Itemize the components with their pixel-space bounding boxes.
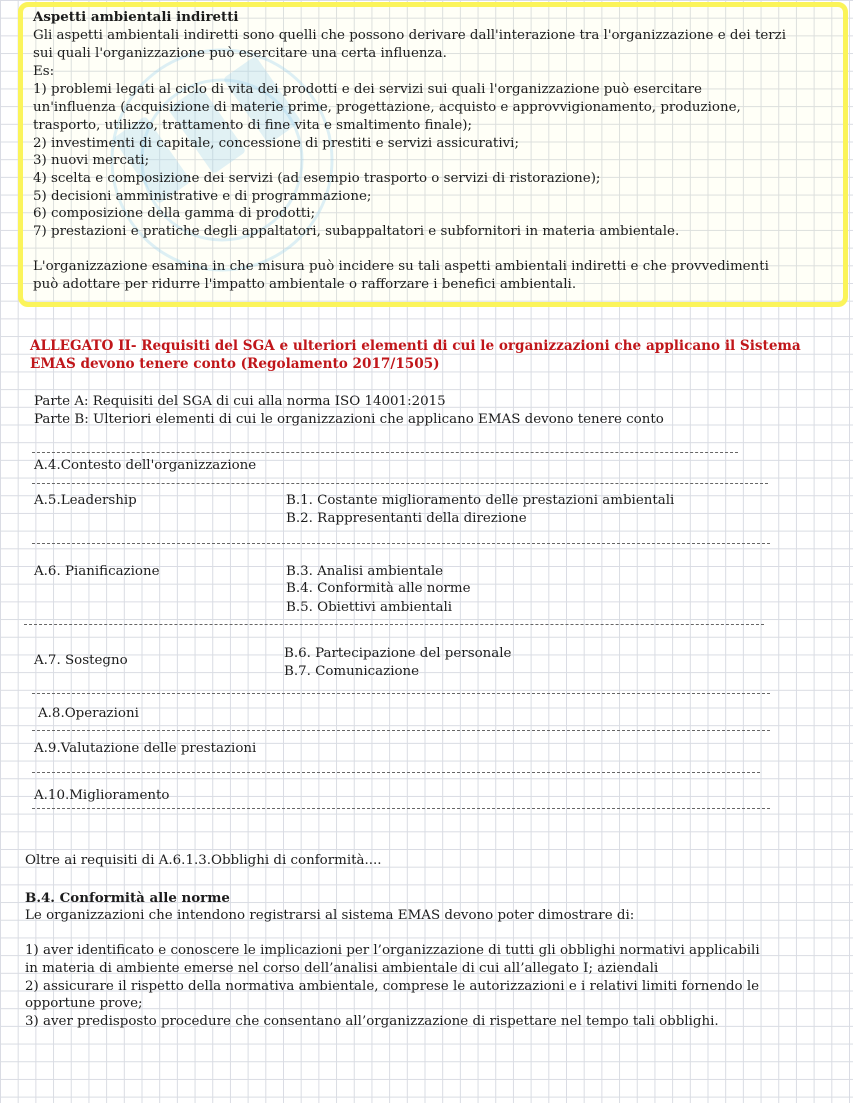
box-line: Gli aspetti ambientali indiretti sono quelli che possono derivare dall'interazione tra l'organizzazione e dei terzi: [33, 28, 787, 43]
box-line: 1) problemi legati al ciclo di vita dei prodotti e dei servizi sui quali l'organizzazione può esercitare: [33, 82, 702, 97]
b4-line: opportune prove;: [25, 996, 143, 1011]
divider: [32, 730, 770, 731]
box-line: 4) scelta e composizione dei servizi (ad esempio trasporto o servizi di ristorazione);: [33, 171, 601, 186]
table-b7: B.7. Comunicazione: [284, 664, 420, 679]
table-a4: A.4.Contesto dell'organizzazione: [34, 458, 257, 473]
b4-heading: B.4. Conformità alle norme: [25, 890, 230, 906]
divider: [32, 693, 770, 694]
b4-line: 3) aver predisposto procedure che consentano all’organizzazione di rispettare nel tempo tali obblighi.: [25, 1014, 719, 1029]
box-line: sui quali l'organizzazione può esercitare una certa influenza.: [33, 46, 447, 61]
divider: [32, 543, 770, 544]
part-b: Parte B: Ulteriori elementi di cui le organizzazioni che applicano EMAS devono tenere conto: [34, 412, 664, 427]
box-line: trasporto, utilizzo, trattamento di fine vita e smaltimento finale);: [33, 118, 473, 133]
table-b1: B.1. Costante miglioramento delle prestazioni ambientali: [286, 493, 675, 508]
box-line: 3) nuovi mercati;: [33, 153, 150, 168]
box-line: Es:: [33, 64, 55, 79]
box-line: 5) decisioni amministrative e di programmazione;: [33, 189, 372, 204]
b4-line: in materia di ambiente emerse nel corso dell’analisi ambientale di cui all’allegato I; aziendali: [25, 961, 659, 976]
table-a7: A.7. Sostegno: [34, 653, 128, 668]
table-a6: A.6. Pianificazione: [34, 564, 160, 579]
b4-line: 2) assicurare il rispetto della normativa ambientale, comprese le autorizzazioni e i relativi limiti fornendo le: [25, 979, 760, 994]
box-closing-line: L'organizzazione esamina in che misura può incidere su tali aspetti ambientali indiretti e che provvedimenti: [33, 259, 769, 274]
box-line: 2) investimenti di capitale, concessione di prestiti e servizi assicurativi;: [33, 136, 519, 151]
table-b2: B.2. Rappresentanti della direzione: [286, 511, 527, 526]
allegato-heading: EMAS devono tenere conto (Regolamento 2017/1505): [30, 356, 440, 372]
b4-intro: Le organizzazioni che intendono registrarsi al sistema EMAS devono poter dimostrare di:: [25, 908, 635, 923]
divider: [32, 483, 768, 484]
table-b6: B.6. Partecipazione del personale: [284, 646, 512, 661]
box-title: Aspetti ambientali indiretti: [33, 9, 239, 25]
table-a9: A.9.Valutazione delle prestazioni: [34, 741, 257, 756]
box-line: 6) composizione della gamma di prodotti;: [33, 206, 316, 221]
divider: [32, 808, 770, 809]
table-a10: A.10.Miglioramento: [34, 788, 170, 803]
table-b4: B.4. Conformità alle norme: [286, 581, 471, 596]
divider: [32, 452, 738, 453]
table-b5: B.5. Obiettivi ambientali: [286, 600, 453, 615]
table-a8: A.8.Operazioni: [38, 706, 139, 721]
divider: [32, 772, 760, 773]
b4-line: 1) aver identificato e conoscere le implicazioni per l’organizzazione di tutti gli obblighi normativi applicabili: [25, 943, 760, 958]
table-b3: B.3. Analisi ambientale: [286, 564, 444, 579]
table-a5: A.5.Leadership: [34, 493, 137, 508]
note-text: Oltre ai requisiti di A.6.1.3.Obblighi di conformità....: [25, 853, 382, 868]
box-closing-line: può adottare per ridurre l'impatto ambientale o rafforzare i benefici ambientali.: [33, 277, 577, 292]
divider: [24, 624, 764, 625]
box-line: 7) prestazioni e pratiche degli appaltatori, subappaltatori e subfornitori in materia ambientale.: [33, 224, 680, 239]
part-a: Parte A: Requisiti del SGA di cui alla norma ISO 14001:2015: [34, 394, 446, 409]
allegato-heading: ALLEGATO II- Requisiti del SGA e ulteriori elementi di cui le organizzazioni che applicano il Sistema: [30, 338, 801, 354]
box-line: un'influenza (acquisizione di materie prime, progettazione, acquisto e approvvigionamento, produzione,: [33, 100, 741, 115]
